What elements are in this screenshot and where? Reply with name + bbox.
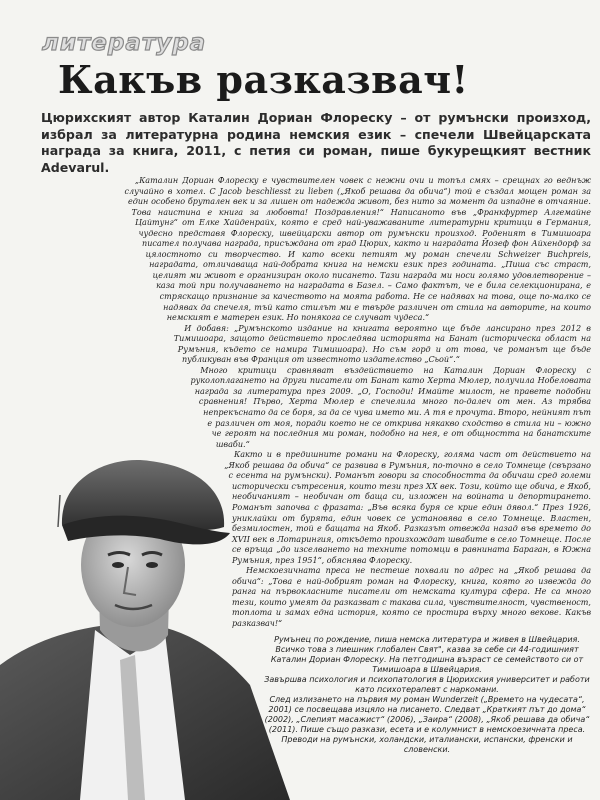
- author-bio-caption: [262, 635, 592, 755]
- article-lead: Цюрихският автор Каталин Дориан Флореску – от румънски произход, избрал за литературна родина немския език – спечели Швейцарската награда за книга, 2011, с петия си роман, пише букурещкият вестник Adevarul.: [41, 110, 591, 175]
- article-paragraph: И добавя: „Румънското издание на книгата вероятно ще бъде лансирано през 2012 в Тимишоара, защото действието проследява историята на Банат (историческа област на Румъния, където се намира Тимишоара). Но съм горд и от това, че романът ще бъде публикуван във Франция от известното издателство „Сьой“.“: [173, 323, 591, 365]
- article-paragraph: Много критици сравняват въздействието на Каталин Дориан Флореску с руколоплагането на други писатели от Банат като Херта Мюлер, получила Нобеловата награда за литература през 2009. „О, Господи! Имайте милост, не правете подобни сравнения! Първо, Херта Мюлер е спечелила много по-далеч от мен. Аз трябва непрекъснато да се боря, за да се чува името ми. А тя е прочута. Второ, нейният път е различен от моя, поради което не се открива някакво сходство в стила ни – южно че героят на последния ми роман, подобно на нея, е от общността на банатските шваби.“: [190, 365, 591, 449]
- article-paragraph: „Каталин Дориан Флореску е чувствителен човек с нежни очи и топъл смях – срещнах го веднъж случайно в хотел. С Jacob beschliesst zu lieben („Якоб решава да обича“) той е създал мощен роман за един особено брутален век и за лишен от надежда живот, без нито за момент да изпадне в отчаяние. Това наистина е книга за любовта! Поздравления!“ Написаното във „Франкфуртер Алгемайне Цайтунг“ от Елке Хайденрайх, която е сред най-уважаваните литературни критици в Германия, чудесно представя Флореску, швейцарски автор от румънски произход. Роденият в Тимишоара писател получава награда, присъждана от град Цюрих, както и наградата Йозеф фон Айхендорф за цялостното си творчество. И като всеки петият му роман спечели Schweizer Buchpreis, наградата, отличаваща най-добрата книга на немски език през годината. „Пиша със страст, целият ми живот е организиран около писането. Тази награда ми носи голямо удовлетворение – каза той при получаването на наградата в Базел. – Само фактът, че е била селекционирана, е стряскащо признание за качеството на моята работа. Не се надявах на това, още по-малко се надявах да спечеля, тъй като стилът ми е твърде различен от стила на авторите, на които немският е матерен език. Но понякога се случват чудеса.“: [124, 176, 591, 323]
- caption-line: Завършва психология и психопатология в Цюрихския университет и работи като психотерапевт с наркомани.: [264, 675, 590, 694]
- section-label: литература: [42, 30, 207, 56]
- article-paragraph: Както и в предишните романи на Флореску, голяма част от действието на „Якоб решава да обича“ се развива в Румъния, по-точно в село Томнеще (свързано с есента на румънски). Романът говори за способността да обичаш сред големи исторически сътресения, които тези през XX век. Този, който ще обича, е Якоб, необичаният – необичан от баща си, изложен на войната и депортирането. Романът започва с фразата: „Във всяка буря се крие един дявол.“ През 1926, униклайки от бурята, един човек се установява в село Томнеще. Властен, безмилостен, той е бащата на Якоб. Разказът отвежда назад във времето до XVII век в Лотарингия, откъдето произхождат швабите в село Томнеще. После се връща „до изселването на техните потомци в равнината Бараган, в Южна Румъния, през 1951“, обяснява Флореску.: [224, 450, 591, 565]
- article-headline: Какъв разказвач!: [58, 57, 469, 102]
- caption-line: Румънец по рождение, пиша немска литература и живея в Швейцария. Всичко това з пиешник глобален Свят", казва за себе си 44-годишният Каталин Дориан Флореску. На петгодишна възраст се семейството си от Тимишоара в Швейцария.: [270, 635, 584, 674]
- caption-line: След излизането на първия му роман Wunderzeit („Времето на чудесата“, 2001) се посвещава изцяло на писането. Следват „Краткият път до дома“ (2002), „Слепият масажист“ (2006), „Заира“ (2008), „Якоб решава да обича“ (2011). Пише също разкази, есета и е колумнист в немскоезичната преса. Преводи на румънски, холандски, италиански, испански, френски и словенски.: [264, 695, 590, 754]
- article-paragraph: Немскоезичната преса не пестеше похвали по адрес на „Якоб решава да обича“: „Това е най-добрият роман на Флореску, книга, която го извежда до ранга на първокласните писатели от немската култура сфера. Не са много тези, които умеят да разказват с такава сила, чувствителност, чувственост, топлота и замах една история, която се простира върху много векове. Какъв разказвач!“: [232, 566, 591, 628]
